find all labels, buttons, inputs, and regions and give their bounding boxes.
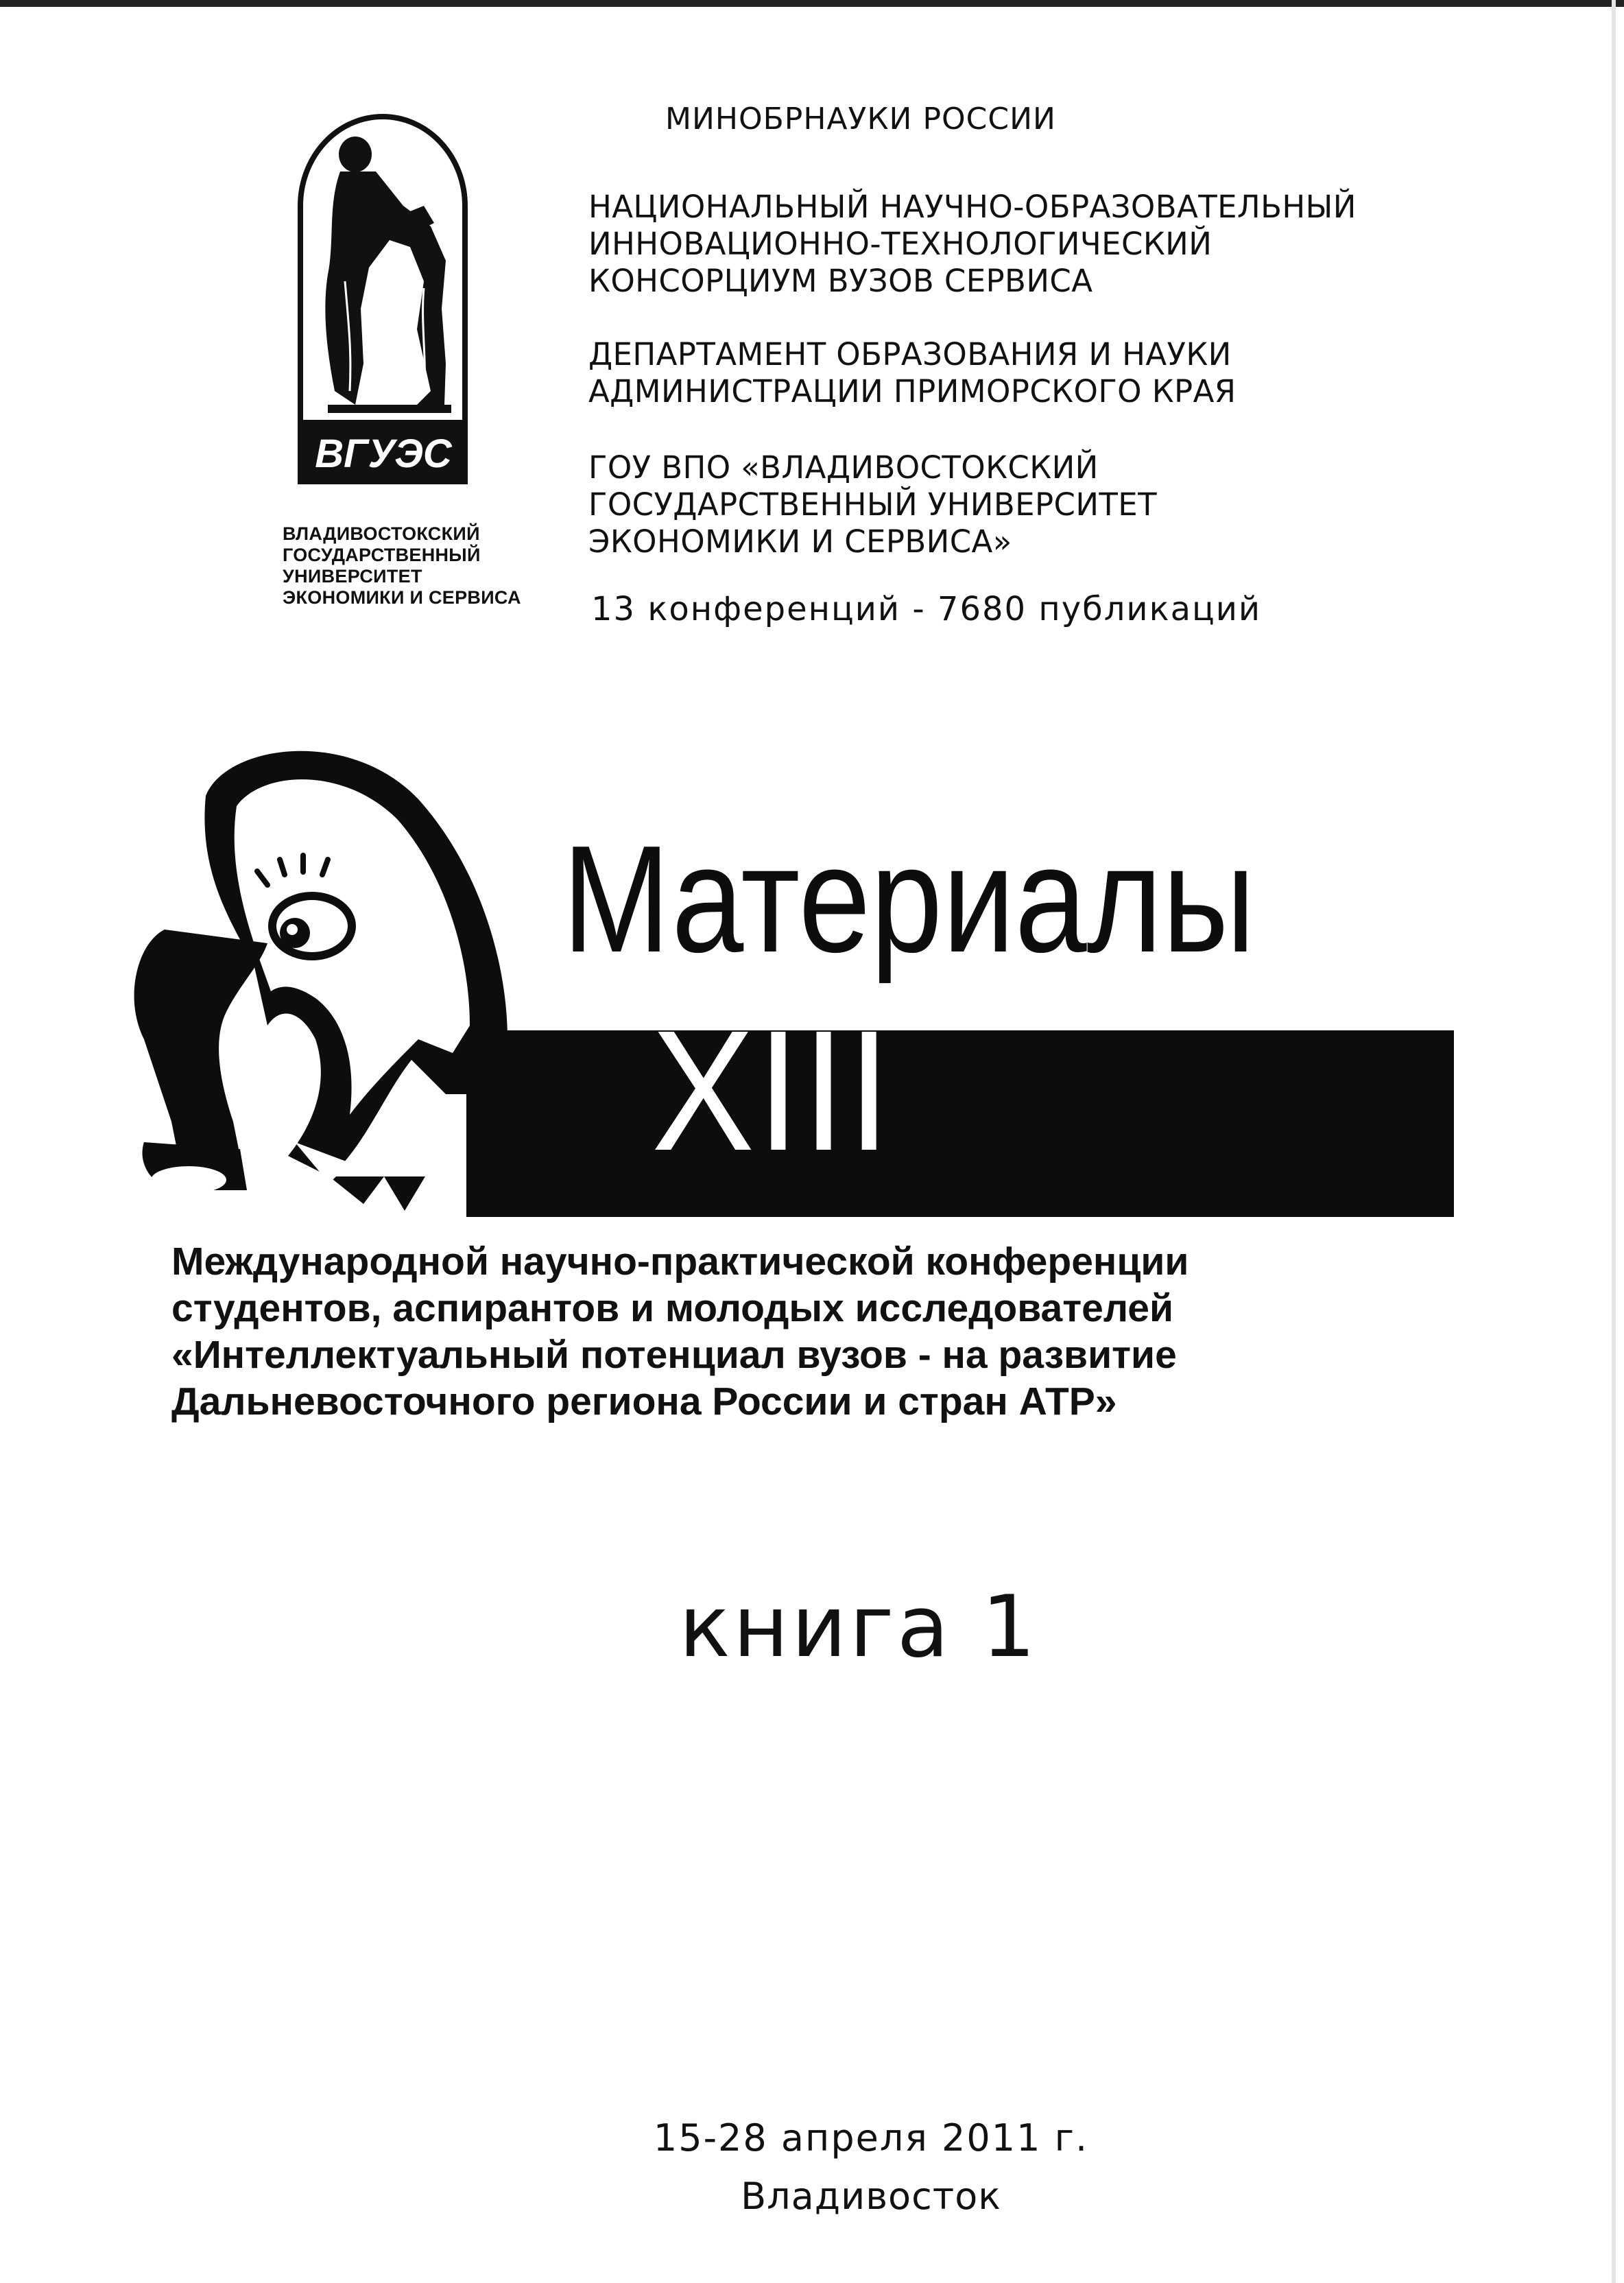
ministry-heading: МИНОБРНАУКИ РОССИИ bbox=[665, 102, 1056, 137]
department-name: ДЕПАРТАМЕНТ ОБРАЗОВАНИЯ И НАУКИ АДМИНИСТРАЦИИ ПРИМОРСКОГО КРАЯ bbox=[588, 336, 1237, 410]
conference-description: Международной научно-практической конференции студентов, аспирантов и молодых исследователей «Интеллектуальный потенциал вузов - на развитие Дальневосточного региона России и стран АТР» bbox=[171, 1240, 1189, 1423]
title-roman-numeral: XIII bbox=[652, 995, 894, 1186]
university-logo-icon bbox=[287, 103, 479, 487]
conference-stats: 13 конференций - 7680 публикаций bbox=[591, 590, 1262, 628]
title-materials: Материалы bbox=[562, 814, 1256, 984]
university-name: ГОУ ВПО «ВЛАДИВОСТОКСКИЙ ГОСУДАРСТВЕННЫЙ УНИВЕРСИТЕТ ЭКОНОМИКИ И СЕРВИСА» bbox=[588, 449, 1157, 560]
scan-edge-right bbox=[1612, 0, 1616, 2283]
logo-abbreviation: ВГУЭС bbox=[315, 431, 452, 476]
conference-city: Владивосток bbox=[741, 2175, 1001, 2218]
scan-edge-top bbox=[0, 0, 1624, 7]
logo-caption: ВЛАДИВОСТОКСКИЙ ГОСУДАРСТВЕННЫЙ УНИВЕРСИТЕТ ЭКОНОМИКИ И СЕРВИСА bbox=[283, 523, 521, 608]
conference-date: 15-28 апреля 2011 г. bbox=[653, 2116, 1089, 2160]
book-number: книга 1 bbox=[679, 1578, 1038, 1677]
consortium-name: НАЦИОНАЛЬНЫЙ НАУЧНО-ОБРАЗОВАТЕЛЬНЫЙ ИННОВАЦИОННО-ТЕХНОЛОГИЧЕСКИЙ КОНСОРЦИУМ ВУЗОВ СЕРВИСА bbox=[588, 189, 1357, 299]
